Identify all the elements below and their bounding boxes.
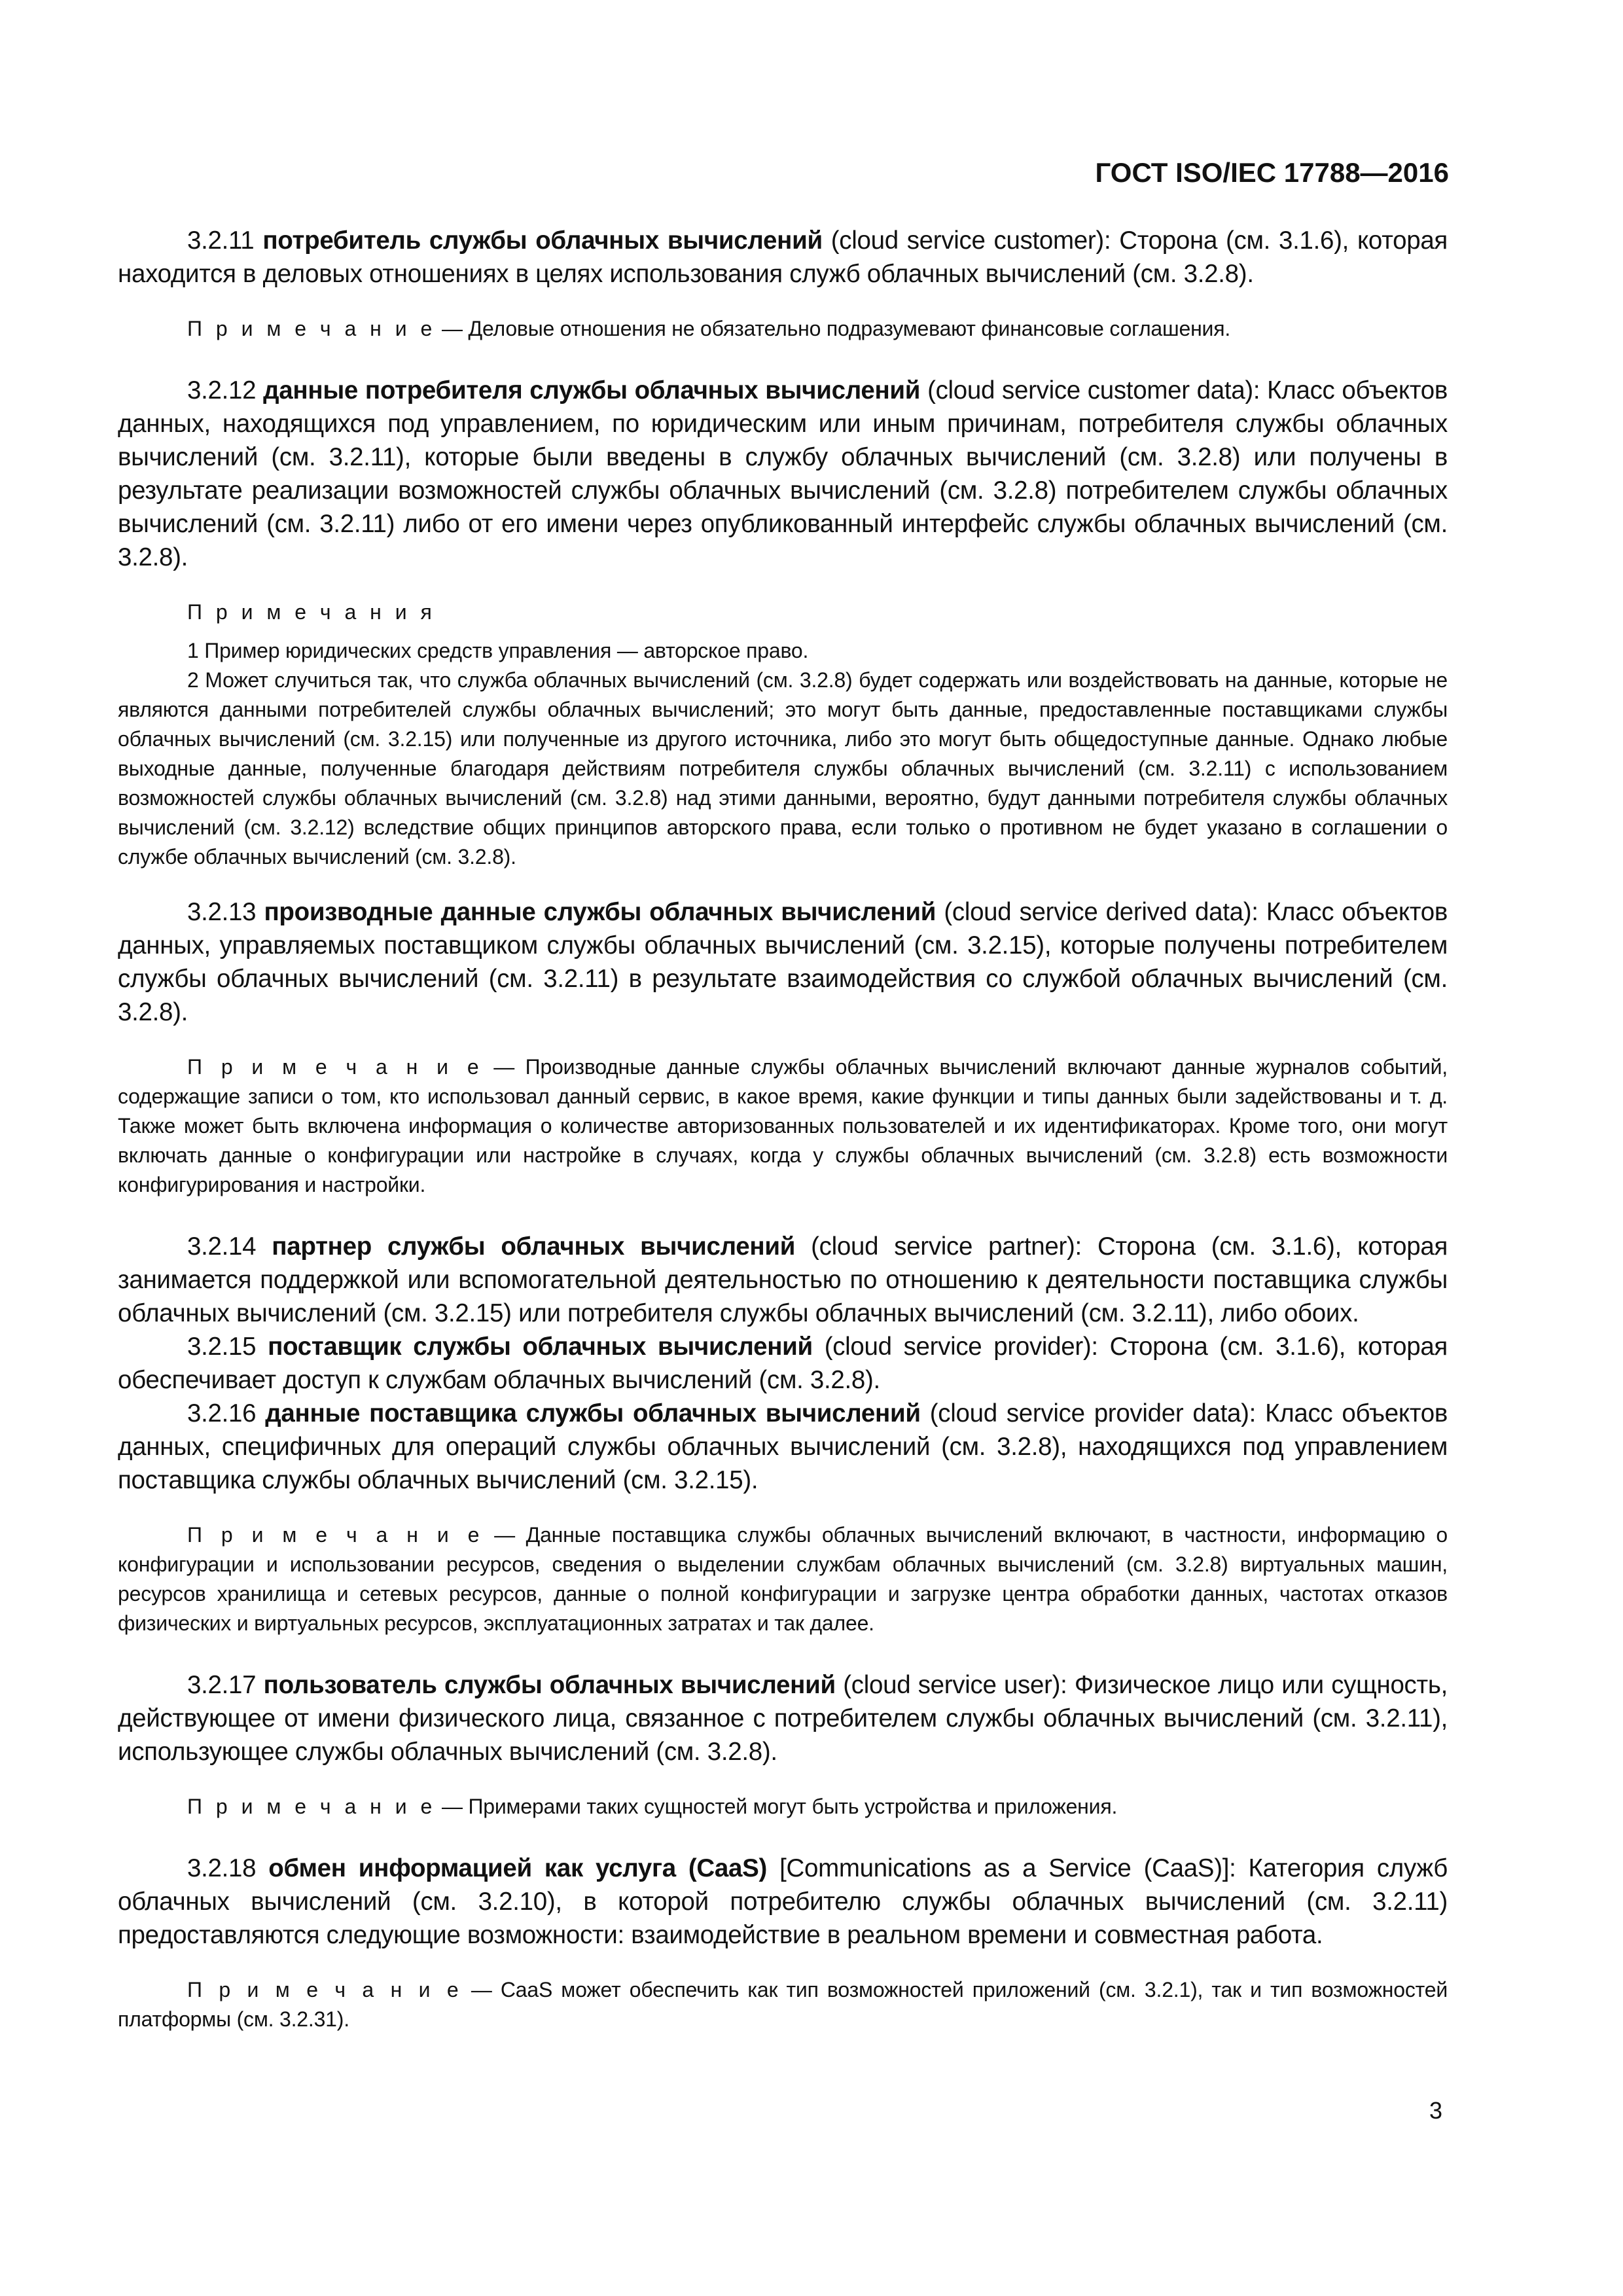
entry-3-2-11 xyxy=(118,224,1448,291)
entry-3-2-12 xyxy=(118,374,1448,574)
note-3-2-13: П р и м е ч а н и е — Производные данные службы облачных вычислений включают данные журналов событий, содержащие записи о том, кто использовал данный сервис, в какое время, какие функции и типы данных были задействованы и т. д. Также может быть включена информация о количестве авторизованных пользователей и их идентификаторах. Кроме того, они могут включать данные о конфигурации или настройке в случаях, когда у службы облачных вычислений (см. 3.2.8) есть возможности конфигурирования и настройки. xyxy=(118,1055,1448,1196)
entry-3-2-14 xyxy=(118,1230,1448,1330)
note-text: Данные поставщика службы облачных вычислений включают, в частности, информацию о конфигурации и использовании ресурсов, сведения о выделении службам облачных вычислений (см. 3.2.8) виртуальных машин, ресурсов хранилища и сетевых ресурсов, данные о полной конфигурации и загрузке центра обработки данных, частотах отказов физических и виртуальных ресурсов, эксплуатационных затратах и так далее. xyxy=(118,1523,1448,1635)
page-content xyxy=(118,224,1448,2034)
entry-body: (cloud service provider data): Класс объектов данных, специфичных для операций службы облачных вычислений (см. 3.2.8), находящихся под управлением поставщика службы облачных вычислений (см. 3.2.15). xyxy=(118,1399,1448,1494)
entry-3-2-16 xyxy=(118,1397,1448,1497)
entry-term: обмен информацией как услуга (CaaS) xyxy=(268,1854,768,1882)
entry-term: производные данные службы облачных вычислений xyxy=(264,898,936,926)
entry-number: 3.2.13 xyxy=(187,898,257,926)
note-text: Примерами таких сущностей могут быть устройства и приложения. xyxy=(468,1795,1118,1818)
entry-3-2-17 xyxy=(118,1668,1448,1768)
entry-number: 3.2.18 xyxy=(187,1854,257,1882)
note-text: CaaS может обеспечить как тип возможностей приложений (см. 3.2.1), так и тип возможностей платформы (см. 3.2.31). xyxy=(118,1978,1448,2031)
entry-number: 3.2.12 xyxy=(187,376,257,404)
note-3-2-11: П р и м е ч а н и е — Деловые отношения не обязательно подразумевают финансовые соглашения. xyxy=(187,317,1231,340)
note-label: П р и м е ч а н и е xyxy=(187,1055,483,1079)
entry-3-2-13 xyxy=(118,895,1448,1029)
entry-number: 3.2.15 xyxy=(187,1333,257,1361)
note-3-2-12-1: 1 Пример юридических средств управления — авторское право. xyxy=(187,639,809,662)
entry-3-2-15 xyxy=(118,1330,1448,1397)
entry-body: (cloud service user): Физическое лицо или сущность, действующее от имени физического лица, связанное с потребителем службы облачных вычислений (см. 3.2.11), использующее службы облачных вычислений (см. 3.2.8). xyxy=(118,1671,1448,1766)
entry-number: 3.2.11 xyxy=(187,226,255,255)
entry-body: (cloud service customer): Сторона (см. 3.1.6), которая находится в деловых отношениях в целях использования служб облачных вычислений (см. 3.2.8). xyxy=(118,226,1448,288)
note-label: П р и м е ч а н и е xyxy=(187,1523,484,1547)
standard-code-header: ГОСТ ISO/IEC 17788—2016 xyxy=(1095,157,1449,188)
entry-body: (cloud service partner): Сторона (см. 3.1.6), которая занимается поддержкой или вспомогательной деятельностью по отношению к деятельности поставщика службы облачных вычислений (см. 3.2.15) или потребителя службы облачных вычислений (см. 3.2.11), либо обоих. xyxy=(118,1232,1448,1327)
note-label: П р и м е ч а н и е xyxy=(187,1795,437,1818)
note-text: Производные данные службы облачных вычислений включают данные журналов событий, содержащие записи о том, кто использовал данный сервис, в какое время, какие функции и типы данных были задействованы и т. д. Также может быть включена информация о количестве авторизованных пользователей и их идентификаторах. Кроме того, они могут включать данные о конфигурации или настройке в случаях, когда у службы облачных вычислений (см. 3.2.8) есть возможности конфигурирования и настройки. xyxy=(118,1055,1448,1196)
entry-term: пользователь службы облачных вычислений xyxy=(263,1671,836,1699)
note-3-2-12-2: 2 Может случиться так, что служба облачных вычислений (см. 3.2.8) будет содержать или воздействовать на данные, которые не являются данными потребителей службы облачных вычислений; это могут быть данные, предоставленные поставщиками службы облачных вычислений (см. 3.2.15) или полученные из другого источника, либо это могут быть общедоступные данные. Однако любые выходные данные, полученные благодаря действиям потребителя службы облачных вычислений (см. 3.2.11) с использованием возможностей службы облачных вычислений (см. 3.2.8) над этими данными, вероятно, будут данными потребителя службы облачных вычислений (см. 3.2.12) вследствие общих принципов авторского права, если только о противном не будет указано в соглашении о службе облачных вычислений (см. 3.2.8). xyxy=(118,668,1448,869)
note-3-2-17: П р и м е ч а н и е — Примерами таких сущностей могут быть устройства и приложения. xyxy=(187,1795,1118,1818)
entry-term: данные потребителя службы облачных вычислений xyxy=(263,376,921,404)
entry-term: потребитель службы облачных вычислений xyxy=(262,226,823,255)
entry-term: партнер службы облачных вычислений xyxy=(272,1232,796,1261)
entry-body: [Communications as a Service (CaaS)]: Категория служб облачных вычислений (см. 3.2.10), в которой потребителю службы облачных вычислений (см. 3.2.11) предоставляются следующие возможности: взаимодействие в реальном времени и совместная работа. xyxy=(118,1854,1448,1949)
entry-number: 3.2.16 xyxy=(187,1399,257,1427)
entry-term: данные поставщика службы облачных вычислений xyxy=(265,1399,921,1427)
notes-heading: П р и м е ч а н и я xyxy=(187,600,436,624)
entry-term: поставщик службы облачных вычислений xyxy=(268,1333,813,1361)
entry-body: (cloud service derived data): Класс объектов данных, управляемых поставщиком службы облачных вычислений (см. 3.2.15), которые получены потребителем службы облачных вычислений (см. 3.2.11) в результате взаимодействия со службой облачных вычислений (см. 3.2.8). xyxy=(118,898,1448,1026)
entry-body: (cloud service provider): Сторона (см. 3.1.6), которая обеспечивает доступ к службам облачных вычислений (см. 3.2.8). xyxy=(118,1333,1448,1394)
entry-number: 3.2.14 xyxy=(187,1232,257,1261)
entry-body: (cloud service customer data): Класс объектов данных, находящихся под управлением, по юридическим или иным причинам, потребителя службы облачных вычислений (см. 3.2.11), которые были введены в службу облачных вычислений (см. 3.2.8) или получены в результате реализации возможностей службы облачных вычислений (см. 3.2.8) потребителем службы облачных вычислений (см. 3.2.11) либо от его имени через опубликованный интерфейс службы облачных вычислений (см. 3.2.8). xyxy=(118,376,1448,571)
note-label: П р и м е ч а н и е xyxy=(187,317,437,340)
note-text: Деловые отношения не обязательно подразумевают финансовые соглашения. xyxy=(468,317,1231,340)
page-number: 3 xyxy=(1429,2097,1442,2124)
entry-number: 3.2.17 xyxy=(187,1671,257,1699)
note-3-2-18: П р и м е ч а н и е — CaaS может обеспечить как тип возможностей приложений (см. 3.2.1), так и тип возможностей платформы (см. 3.2.31). xyxy=(118,1978,1448,2031)
note-label: П р и м е ч а н и е xyxy=(187,1978,463,2001)
note-3-2-16: П р и м е ч а н и е — Данные поставщика службы облачных вычислений включают, в частности, информацию о конфигурации и использовании ресурсов, сведения о выделении службам облачных вычислений (см. 3.2.8) виртуальных машин, ресурсов хранилища и сетевых ресурсов, данные о полной конфигурации и загрузке центра обработки данных, частотах отказов физических и виртуальных ресурсов, эксплуатационных затратах и так далее. xyxy=(118,1523,1448,1635)
entry-3-2-18 xyxy=(118,1852,1448,1952)
